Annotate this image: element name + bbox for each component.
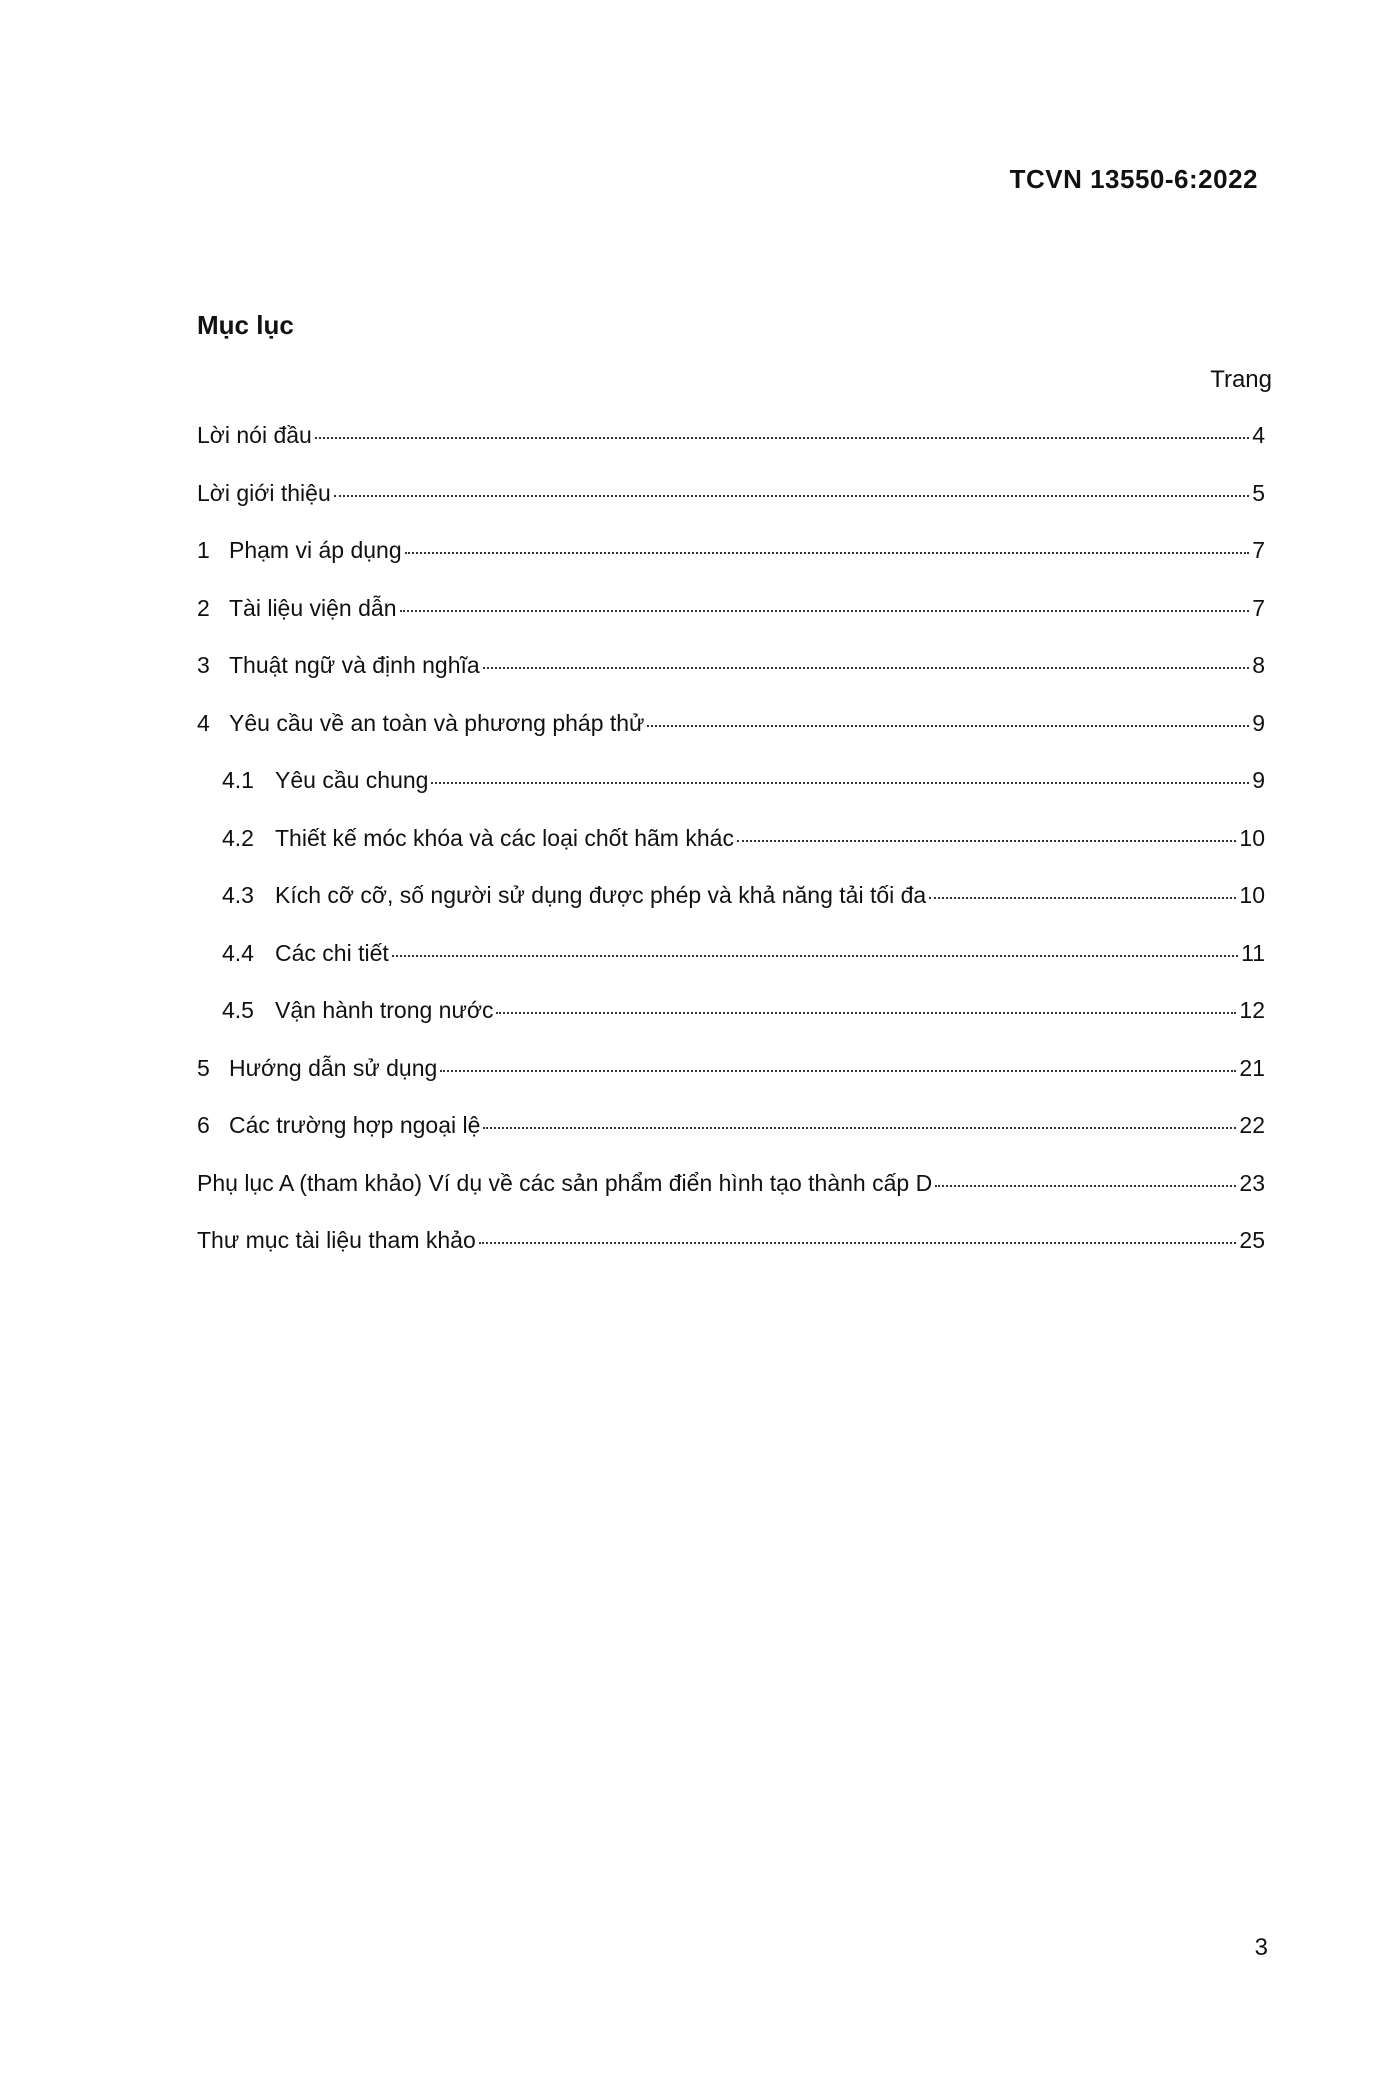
toc-entry[interactable] — [197, 995, 1265, 1053]
toc-entry-number: 4.3 — [222, 882, 254, 908]
toc-dot-leader — [440, 1070, 1236, 1072]
toc-entry[interactable] — [197, 1053, 1265, 1111]
toc-dot-leader — [392, 955, 1238, 957]
page-number: 3 — [1254, 1934, 1268, 1961]
toc-entry-title: Tài liệu viện dẫn — [229, 594, 397, 621]
toc-entry[interactable] — [197, 1225, 1265, 1283]
toc-dot-leader — [483, 1127, 1236, 1129]
toc-entry[interactable] — [197, 593, 1265, 651]
toc-entry-title: Phạm vi áp dụng — [229, 537, 402, 563]
toc-dot-leader — [935, 1185, 1236, 1187]
toc-entry-number: 2 — [197, 594, 210, 621]
toc-entry-number: 3 — [197, 652, 210, 678]
toc-entry-page: 23 — [1239, 1169, 1265, 1196]
toc-entry[interactable] — [197, 765, 1265, 823]
toc-entry-title: Lời giới thiệu — [197, 479, 331, 506]
toc-entry[interactable] — [197, 1110, 1265, 1168]
toc-entry-page: 10 — [1239, 824, 1265, 851]
toc-entry[interactable] — [197, 420, 1265, 478]
toc-entry-page: 9 — [1252, 767, 1265, 793]
toc-dot-leader — [315, 437, 1249, 439]
toc-entry-page: 9 — [1252, 709, 1265, 736]
toc-entry-number: 5 — [197, 1054, 210, 1081]
toc-entry-page: 12 — [1239, 997, 1265, 1023]
toc-entry-page: 10 — [1239, 882, 1265, 908]
toc-entry-title: Các trường hợp ngoại lệ — [229, 1112, 481, 1138]
toc-dot-leader — [929, 897, 1236, 899]
toc-entry[interactable] — [197, 708, 1265, 766]
toc-entry-number: 4 — [197, 709, 210, 736]
table-of-contents — [197, 420, 1265, 1283]
toc-entry-page: 21 — [1239, 1054, 1265, 1081]
document-code: TCVN 13550-6:2022 — [1009, 164, 1258, 194]
toc-entry-page: 11 — [1241, 939, 1265, 966]
toc-entry-number: 1 — [197, 537, 210, 563]
toc-entry-number: 4.2 — [222, 824, 254, 851]
toc-entry[interactable] — [197, 535, 1265, 593]
toc-dot-leader — [496, 1012, 1236, 1014]
toc-entry[interactable] — [197, 1168, 1265, 1226]
toc-entry-title: Thiết kế móc khóa và các loại chốt hãm khác — [275, 824, 734, 851]
toc-heading: Mục lục — [197, 310, 294, 340]
toc-entry-number: 4.1 — [222, 767, 254, 793]
toc-entry[interactable] — [197, 650, 1265, 708]
toc-entry-title: Thuật ngữ và định nghĩa — [229, 652, 480, 678]
toc-entry-title: Thư mục tài liệu tham khảo — [197, 1227, 476, 1253]
toc-entry-title: Yêu cầu về an toàn và phương pháp thử — [229, 709, 645, 736]
toc-entry-title: Lời nói đầu — [197, 422, 312, 448]
toc-entry[interactable] — [197, 823, 1265, 881]
toc-entry-page: 5 — [1252, 479, 1265, 506]
toc-entry-number: 4.4 — [222, 939, 254, 966]
page-column-label: Trang — [1210, 366, 1272, 393]
toc-dot-leader — [737, 840, 1236, 842]
toc-entry-page: 22 — [1239, 1112, 1265, 1138]
toc-dot-leader — [483, 667, 1250, 669]
toc-entry-page: 7 — [1252, 594, 1265, 621]
toc-entry[interactable] — [197, 478, 1265, 536]
toc-entry-page: 7 — [1252, 537, 1265, 563]
toc-entry-page: 8 — [1252, 652, 1265, 678]
toc-entry-title: Vận hành trong nước — [275, 997, 494, 1023]
toc-entry-page: 25 — [1239, 1227, 1265, 1253]
toc-dot-leader — [431, 782, 1249, 784]
toc-entry[interactable] — [197, 938, 1265, 996]
toc-dot-leader — [479, 1242, 1237, 1244]
toc-dot-leader — [334, 495, 1249, 497]
toc-entry-number: 6 — [197, 1112, 210, 1138]
toc-entry-title: Hướng dẫn sử dụng — [229, 1054, 438, 1081]
toc-entry-title: Yêu cầu chung — [275, 767, 429, 793]
toc-entry-page: 4 — [1252, 422, 1265, 448]
toc-dot-leader — [647, 725, 1249, 727]
toc-dot-leader — [405, 552, 1250, 554]
toc-entry-title: Các chi tiết — [275, 939, 389, 966]
toc-entry[interactable] — [197, 880, 1265, 938]
toc-entry-title: Kích cỡ cỡ, số người sử dụng được phép và khả năng tải tối đa — [275, 882, 927, 908]
toc-entry-number: 4.5 — [222, 997, 254, 1023]
toc-entry-title: Phụ lục A (tham khảo) Ví dụ về các sản phẩm điển hình tạo thành cấp D — [197, 1169, 933, 1196]
toc-dot-leader — [400, 610, 1250, 612]
